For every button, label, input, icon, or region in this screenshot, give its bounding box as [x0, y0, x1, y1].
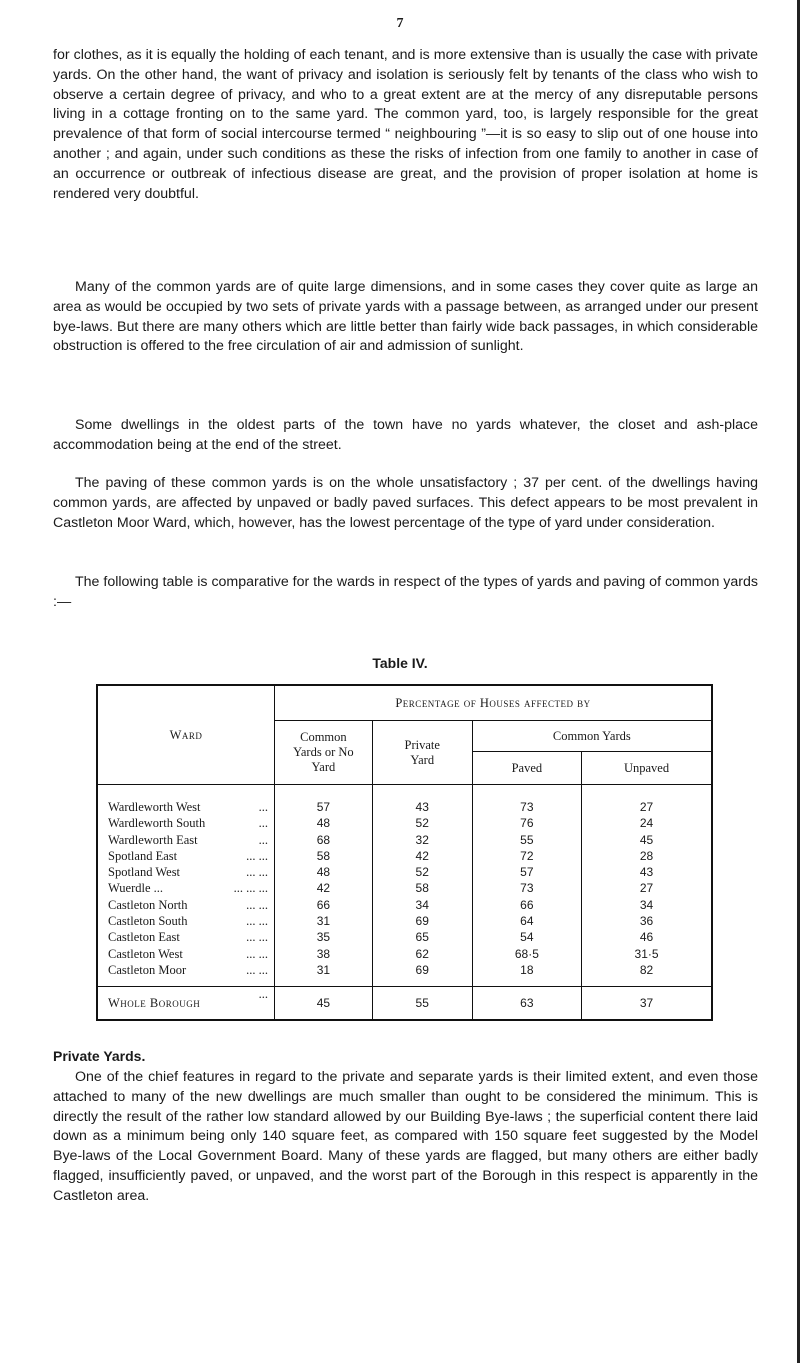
ward-name: Castleton East — [108, 930, 180, 945]
total-unpaved: 37 — [582, 987, 712, 1021]
cell-common-or-no-yard: 38 — [275, 946, 373, 962]
ward-name: Wardleworth South — [108, 816, 206, 831]
leader-dots: ... — [258, 816, 268, 831]
ward-name: Wardleworth West — [108, 800, 201, 814]
page-number: 7 — [396, 16, 404, 31]
table-row — [97, 864, 712, 880]
cell-private-yard: 69 — [372, 962, 472, 978]
cell-unpaved: 82 — [582, 962, 712, 978]
table-row — [97, 913, 712, 929]
leader-dots: ... ... ... — [233, 881, 268, 896]
cell-unpaved: 36 — [582, 913, 712, 929]
cell-unpaved: 27 — [582, 799, 712, 815]
cell-private-yard: 52 — [372, 864, 472, 880]
cell-private-yard: 69 — [372, 913, 472, 929]
leader-dots: ... ... — [246, 897, 268, 912]
cell-unpaved: 34 — [582, 897, 712, 913]
cell-paved: 54 — [472, 929, 581, 945]
cell-unpaved: 31·5 — [582, 946, 712, 962]
section-heading-private-yards: Private Yards. — [53, 1048, 146, 1064]
table-row — [97, 962, 712, 978]
cell-private-yard: 43 — [372, 799, 472, 815]
paragraph-no-yards: Some dwellings in the oldest parts of the town have no yards whatever, the closet and ash-place accommodation being at the end of the street. — [53, 417, 758, 453]
cell-paved: 68·5 — [472, 946, 581, 962]
cell-unpaved: 45 — [582, 832, 712, 848]
table-row-total — [97, 987, 712, 1021]
cell-paved: 18 — [472, 962, 581, 978]
table-row — [97, 848, 712, 864]
ward-name: Castleton South — [108, 914, 188, 929]
cell-private-yard: 58 — [372, 880, 472, 896]
table-row — [97, 832, 712, 848]
leader-dots: ... — [258, 832, 268, 847]
cell-common-or-no-yard: 48 — [275, 864, 373, 880]
cell-paved: 76 — [472, 815, 581, 831]
cell-paved: 66 — [472, 897, 581, 913]
paragraph-continuation: for clothes, as it is equally the holding of each tenant, and is more extensive than is usually the case with private yards. On the other hand, the want of privacy and isolation is seriously felt by tenants of the class who wish to observe a certain degree of privacy, and who to a great extent are at the mercy of any disreputable persons living in a cottage fronting on to the same yard. The common yard, too, is largely responsible for the great prevalence of that form of social intercourse termed “ neighbouring ”—it is so easy to slip out of one house into another ; and again, under such conditions as these the risks of infection from one family to another in case of an occurrence or outbreak of infectious disease are great, and the provision of proper isolation at home is rendered very doubtful. — [53, 47, 758, 202]
table-row — [97, 946, 712, 962]
ward-name: Wardleworth East — [108, 832, 198, 847]
leader-dots: ... ... — [246, 962, 268, 977]
leader-dots: ... ... — [246, 848, 268, 863]
leader-dots: ... — [258, 800, 268, 814]
cell-unpaved: 24 — [582, 815, 712, 831]
cell-common-or-no-yard: 48 — [275, 815, 373, 831]
cell-common-or-no-yard: 42 — [275, 880, 373, 896]
ward-name: Wuerdle ... — [108, 881, 164, 896]
cell-paved: 55 — [472, 832, 581, 848]
leader-dots: ... ... — [246, 914, 268, 929]
cell-private-yard: 62 — [372, 946, 472, 962]
cell-common-or-no-yard: 35 — [275, 929, 373, 945]
cell-paved: 72 — [472, 848, 581, 864]
total-label: Whole Borough — [108, 995, 201, 1010]
cell-paved: 73 — [472, 799, 581, 815]
cell-private-yard: 32 — [372, 832, 472, 848]
cell-private-yard: 42 — [372, 848, 472, 864]
paragraph-table-intro: The following table is comparative for the wards in respect of the types of yards and paving of common yards :— — [53, 574, 758, 610]
header-common-yards: Common Yards — [472, 721, 712, 752]
ward-name: Castleton North — [108, 897, 188, 912]
paragraph-private-yards: One of the chief features in regard to the private and separate yards is their limited extent, and even those attached to many of the new dwellings are much smaller than ought to be considered the minimum. This is directly the result of the rather low standard allowed by our Building Bye-laws ; the superficial content there laid down as a minimum being only 140 square feet, as compared with 150 square feet suggested by the Model Bye-laws of the Local Government Board. Many of these yards are flagged, but many others are either badly flagged, insufficiently paved, or unpaved, and the worst part of the Borough in this respect is apparently in the Castleton area. — [53, 1069, 758, 1204]
header-private-yard: Private Yard — [372, 721, 472, 785]
cell-paved: 64 — [472, 913, 581, 929]
ward-name: Castleton Moor — [108, 962, 187, 977]
cell-private-yard: 52 — [372, 815, 472, 831]
header-unpaved: Unpaved — [582, 752, 712, 785]
total-paved: 63 — [472, 987, 581, 1021]
header-ward: Ward — [97, 685, 275, 785]
cell-common-or-no-yard: 31 — [275, 962, 373, 978]
cell-common-or-no-yard: 66 — [275, 897, 373, 913]
table-row — [97, 880, 712, 896]
leader-dots: ... — [258, 987, 268, 1002]
paragraph-paving: The paving of these common yards is on the whole unsatisfactory ; 37 per cent. of the dwellings having common yards, are affected by unpaved or badly paved surfaces. This defect appears to be most prevalent in Castleton Moor Ward, which, however, has the lowest percentage of the type of yard under consideration. — [53, 475, 758, 531]
cell-common-or-no-yard: 57 — [275, 799, 373, 815]
table-title: Table IV. — [372, 655, 428, 671]
table-row — [97, 929, 712, 945]
cell-common-or-no-yard: 31 — [275, 913, 373, 929]
cell-unpaved: 27 — [582, 880, 712, 896]
leader-dots: ... ... — [246, 930, 268, 945]
cell-common-or-no-yard: 58 — [275, 848, 373, 864]
ward-yards-table — [96, 684, 713, 1021]
paragraph-common-yards-size: Many of the common yards are of quite large dimensions, and in some cases they cover quite as large an area as would be occupied by two sets of private yards with a passage between, as arranged under our present bye-laws. But there are many others which are little better than fairly wide back passages, in which considerable obstruction is offered to the free circulation of air and admission of sunlight. — [53, 279, 758, 355]
cell-private-yard: 34 — [372, 897, 472, 913]
ward-name: Spotland West — [108, 865, 181, 880]
ward-name: Castleton West — [108, 946, 183, 961]
cell-common-or-no-yard: 68 — [275, 832, 373, 848]
table-row — [97, 799, 712, 815]
header-percentage-group: Percentage of Houses affected by — [275, 685, 713, 721]
header-paved: Paved — [472, 752, 581, 785]
header-common-or-no-yard: Common Yards or No Yard — [275, 721, 373, 785]
cell-unpaved: 46 — [582, 929, 712, 945]
table-row — [97, 815, 712, 831]
cell-paved: 57 — [472, 864, 581, 880]
cell-unpaved: 28 — [582, 848, 712, 864]
ward-name: Spotland East — [108, 848, 178, 863]
cell-paved: 73 — [472, 880, 581, 896]
leader-dots: ... ... — [246, 946, 268, 961]
leader-dots: ... ... — [246, 865, 268, 880]
table-row — [97, 897, 712, 913]
total-common-or-no-yard: 45 — [275, 987, 373, 1021]
cell-unpaved: 43 — [582, 864, 712, 880]
cell-private-yard: 65 — [372, 929, 472, 945]
total-private-yard: 55 — [372, 987, 472, 1021]
